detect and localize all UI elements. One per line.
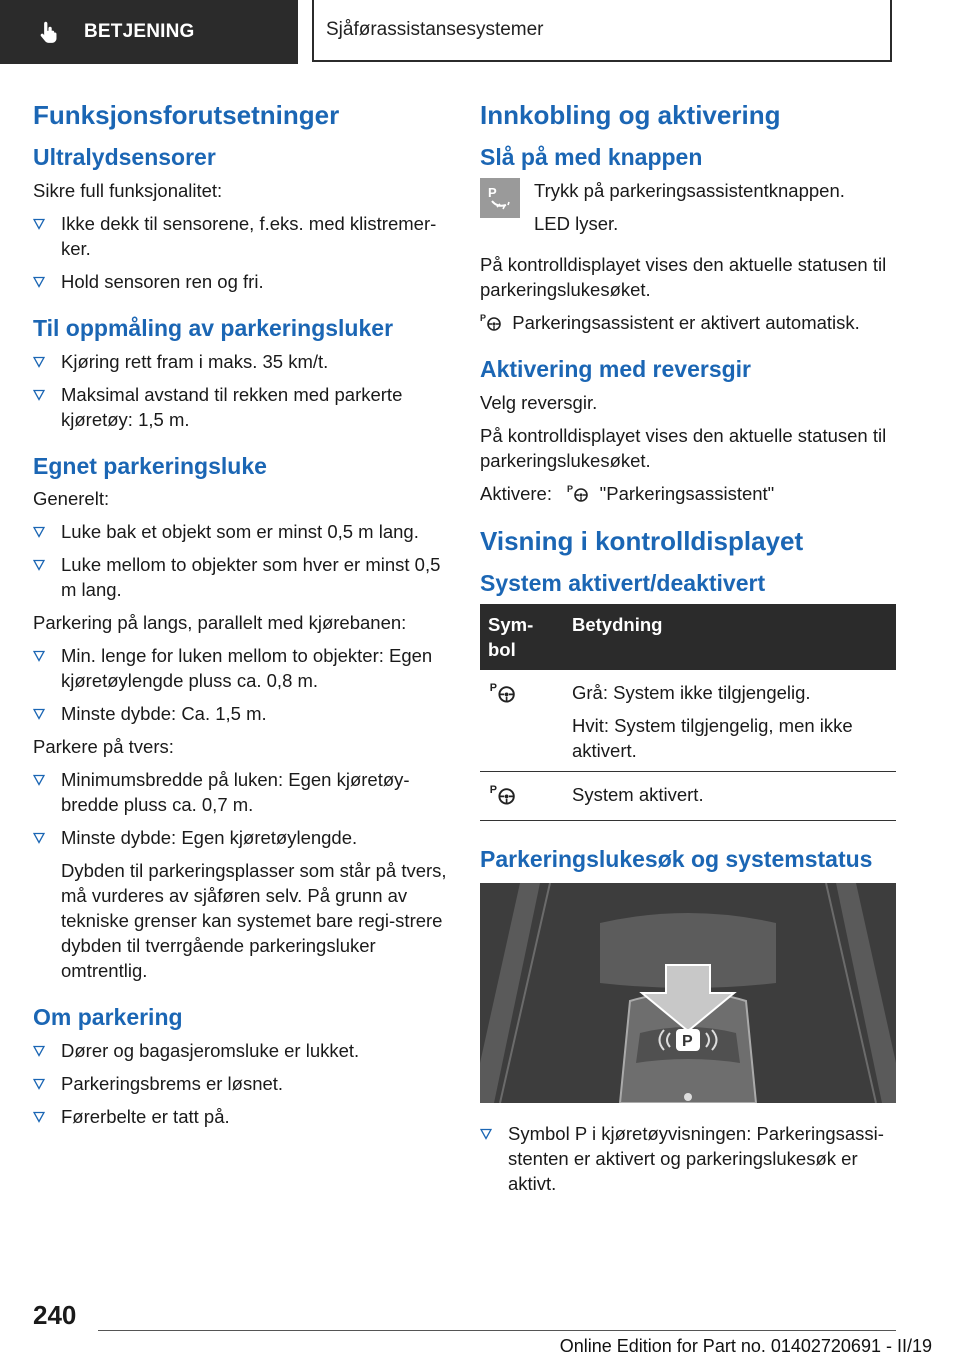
section-label: BETJENING [84,21,195,42]
row1-white: Hvit: System tilgjengelig, men ikke aktivert. [572,714,853,761]
suitable-intro: Generelt: [33,488,110,510]
heading-system-status: System aktivert/deaktivert [480,569,766,596]
triangle-bullet-icon [33,650,45,662]
page-number: 240 [33,1300,77,1330]
triangle-bullet-icon [33,774,45,786]
heading-display: Visning i kontrolldisplayet [480,525,804,556]
list-item: Min. lenge for luken mellom to objekter: Egen kjøretøylengde pluss ca. 0,8 m. [33,643,451,693]
search-list [480,1121,896,1196]
list-item: Parkeringsbrems er løsnet. [33,1071,451,1096]
heading-prerequisites: Funksjonsforutsetninger [33,100,340,130]
button-step-2: LED lyser. [534,212,619,234]
list-item: Minste dybde: Ca. 1,5 m. [33,701,451,726]
section-tab [0,0,298,64]
parking-search-image [480,883,896,1103]
heading-button: Slå på med knappen [480,144,703,171]
svg-text:P: P [488,184,497,200]
parking-assistant-button-icon [480,178,520,218]
button-step-1: Trykk på parkeringsassistentknappen. [534,179,845,201]
cross-list [33,767,451,850]
suitable-list [33,519,451,602]
list-item: Kjøring rett fram i maks. 35 km/t. [33,349,451,374]
symbol-table [480,604,896,821]
list-item: Luke mellom to objekter som hver er minst 0,5 m lang. [33,552,451,602]
triangle-bullet-icon [33,389,45,401]
reverse-status: På kontrolldisplayet vises den aktuelle statusen til parkeringslukesøket. [480,424,887,471]
cross-note: Dybden til parkeringsplasser som står på tvers, må vurderes av sjåføren selv. På grunn av tekniske grenser kan systemet bare regi-strere dybden til tverrgående parkeringsluker omtrentlig. [61,860,447,982]
left-column [33,100,451,1137]
table-row [480,771,896,820]
list-item: Minste dybde: Egen kjøretøylengde. [33,825,451,850]
parking-steering-icon [488,680,518,704]
right-column [480,100,896,1204]
svg-text:P: P [489,681,498,694]
heading-parking-search: Parkeringslukesøk og systemstatus [480,845,873,872]
list-item: Dører og bagasjeromsluke er lukket. [33,1038,451,1063]
triangle-bullet-icon [33,356,45,368]
heading-suitable: Egnet parkeringsluke [33,452,267,479]
list-item: Maksimal avstand til rekken med parkerte kjøretøy: 1,5 m. [33,382,451,432]
triangle-bullet-icon [33,1045,45,1057]
triangle-bullet-icon [33,708,45,720]
triangle-bullet-icon [33,276,45,288]
table-row [480,670,896,772]
about-list [33,1038,451,1129]
button-status: På kontrolldisplayet vises den aktuelle statusen til parkeringslukesøket. [480,253,887,300]
triangle-bullet-icon [33,1078,45,1090]
edition-footer: Online Edition for Part no. 01402720691 - II/19 [559,1336,932,1356]
parking-steering-icon [480,312,502,332]
heading-about-parking: Om parkering [33,1004,183,1031]
reverse-step: Velg reversgir. [480,391,598,413]
row2-active: System aktivert. [564,771,896,820]
list-item: Hold sensoren ren og fri. [33,269,451,294]
triangle-bullet-icon [33,526,45,538]
hand-pointer-icon [36,19,62,45]
col-symbol: Sym-bol [480,604,564,670]
chapter-title: Sjåførassistansesystemer [312,0,892,62]
triangle-bullet-icon [33,218,45,230]
list-item: Førerbelte er tatt på. [33,1104,451,1129]
heading-reverse: Aktivering med reversgir [480,355,752,382]
list-item: Ikke dekk til sensorene, f.eks. med klistremer-ker. [33,211,451,261]
svg-text:P: P [480,312,487,323]
triangle-bullet-icon [33,1111,45,1123]
heading-activation: Innkobling og aktivering [480,100,781,130]
parallel-intro: Parkering på langs, parallelt med kjørebanen: [33,612,407,634]
svg-text:P: P [567,483,574,494]
svg-text:P: P [489,783,498,796]
parking-steering-active-icon [488,782,518,806]
list-item: Symbol P i kjøretøyvisningen: Parkeringsassi-stenten er aktivert og parkeringslukesøk er aktivt. [480,1121,896,1196]
auto-activated: P Parkeringsassistent er aktivert automatisk. [480,311,860,333]
reverse-activate: Aktivere: P "Parkeringsassistent" [480,482,775,504]
button-instruction [480,178,896,244]
heading-ultrasonic: Ultralydsensorer [33,144,216,171]
col-meaning: Betydning [564,604,896,670]
ultra-list [33,211,451,294]
cross-intro: Parkere på tvers: [33,736,174,758]
parking-steering-icon [567,483,589,503]
row1-grey: Grå: System ikke tilgjengelig. [572,681,811,703]
svg-text:P: P [682,1033,693,1051]
measure-list [33,349,451,432]
parallel-list [33,643,451,726]
list-item: Luke bak et objekt som er minst 0,5 m lang. [33,519,451,544]
triangle-bullet-icon [480,1128,492,1140]
heading-measure: Til oppmåling av parkeringsluker [33,314,394,341]
list-item: Minimumsbredde på luken: Egen kjøretøy-bredde pluss ca. 0,7 m. [33,767,451,817]
triangle-bullet-icon [33,559,45,571]
footer-divider [98,1330,896,1331]
ultra-intro: Sikre full funksjonalitet: [33,179,223,201]
triangle-bullet-icon [33,832,45,844]
